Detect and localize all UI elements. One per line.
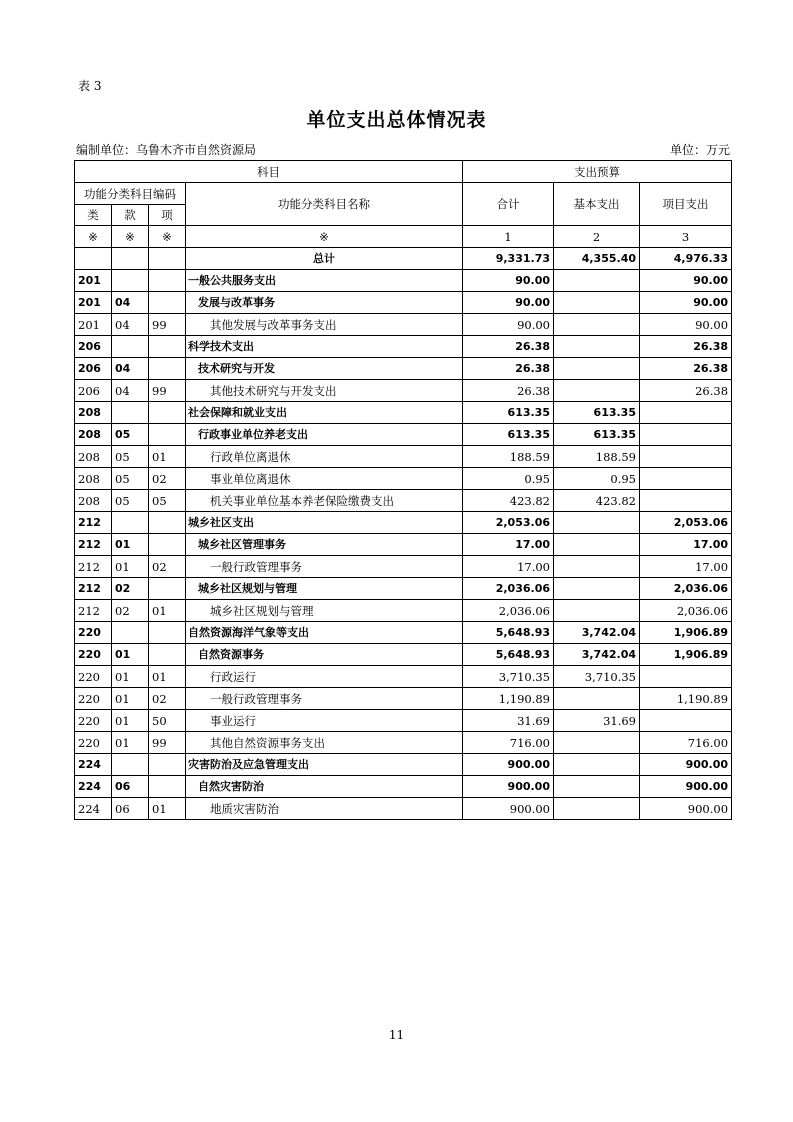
cell-kuan: 04 xyxy=(112,314,149,336)
table-row xyxy=(75,446,732,468)
cell-name: 其他自然资源事务支出 xyxy=(186,732,463,754)
cell-project: 900.00 xyxy=(640,798,732,820)
cell-xiang xyxy=(149,292,186,314)
cell-kuan: 04 xyxy=(112,380,149,402)
cell-lei: 220 xyxy=(75,732,112,754)
cell-basic: 31.69 xyxy=(554,710,640,732)
header-mark: ※ xyxy=(149,226,186,248)
cell-xiang xyxy=(149,534,186,556)
cell-lei: 206 xyxy=(75,380,112,402)
cell-name: 城乡社区规划与管理 xyxy=(186,578,463,600)
cell-kuan: 01 xyxy=(112,666,149,688)
table-row xyxy=(75,380,732,402)
cell-kuan: 05 xyxy=(112,490,149,512)
table-row xyxy=(75,468,732,490)
cell-basic xyxy=(554,754,640,776)
cell-total: 26.38 xyxy=(463,380,554,402)
cell-lei: 206 xyxy=(75,336,112,358)
header-row-4 xyxy=(75,226,732,248)
cell-project: 4,976.33 xyxy=(640,248,732,270)
cell-project: 90.00 xyxy=(640,270,732,292)
cell-basic: 3,742.04 xyxy=(554,644,640,666)
page-title: 单位支出总体情况表 xyxy=(306,109,487,131)
cell-name: 事业单位离退休 xyxy=(186,468,463,490)
cell-xiang: 99 xyxy=(149,732,186,754)
cell-total: 26.38 xyxy=(463,336,554,358)
cell-name: 一般公共服务支出 xyxy=(186,270,463,292)
cell-lei: 201 xyxy=(75,270,112,292)
cell-total: 5,648.93 xyxy=(463,622,554,644)
table-row xyxy=(75,490,732,512)
cell-total: 2,053.06 xyxy=(463,512,554,534)
cell-name: 城乡社区规划与管理 xyxy=(186,600,463,622)
cell-project: 1,906.89 xyxy=(640,644,732,666)
cell-total: 5,648.93 xyxy=(463,644,554,666)
header-mark: ※ xyxy=(186,226,463,248)
cell-lei: 212 xyxy=(75,600,112,622)
table-row xyxy=(75,798,732,820)
cell-kuan xyxy=(112,754,149,776)
cell-project: 90.00 xyxy=(640,314,732,336)
cell-basic xyxy=(554,314,640,336)
cell-lei: 208 xyxy=(75,446,112,468)
cell-total: 90.00 xyxy=(463,270,554,292)
cell-lei: 212 xyxy=(75,556,112,578)
cell-basic xyxy=(554,336,640,358)
cell-name: 行政事业单位养老支出 xyxy=(186,424,463,446)
cell-lei: 208 xyxy=(75,424,112,446)
cell-xiang xyxy=(149,358,186,380)
organization-label: 编制单位：乌鲁木齐市自然资源局 xyxy=(76,143,257,157)
cell-xiang: 01 xyxy=(149,666,186,688)
table-row xyxy=(75,732,732,754)
table-row xyxy=(75,336,732,358)
cell-total: 423.82 xyxy=(463,490,554,512)
cell-name: 科学技术支出 xyxy=(186,336,463,358)
cell-xiang: 02 xyxy=(149,468,186,490)
cell-name: 灾害防治及应急管理支出 xyxy=(186,754,463,776)
cell-total: 613.35 xyxy=(463,424,554,446)
cell-lei: 224 xyxy=(75,754,112,776)
cell-xiang xyxy=(149,644,186,666)
header-row-1 xyxy=(75,161,732,183)
table-row xyxy=(75,644,732,666)
table-row xyxy=(75,270,732,292)
cell-total: 26.38 xyxy=(463,358,554,380)
cell-project: 1,190.89 xyxy=(640,688,732,710)
cell-kuan: 05 xyxy=(112,468,149,490)
cell-total: 900.00 xyxy=(463,754,554,776)
header-lei: 类 xyxy=(75,205,112,226)
cell-basic: 613.35 xyxy=(554,424,640,446)
cell-total: 1,190.89 xyxy=(463,688,554,710)
cell-xiang: 05 xyxy=(149,490,186,512)
cell-xiang: 01 xyxy=(149,446,186,468)
cell-basic: 0.95 xyxy=(554,468,640,490)
header-func-code: 功能分类科目编码 xyxy=(75,183,186,205)
cell-kuan xyxy=(112,248,149,270)
cell-xiang: 02 xyxy=(149,556,186,578)
cell-total: 0.95 xyxy=(463,468,554,490)
cell-kuan: 02 xyxy=(112,578,149,600)
table-row xyxy=(75,358,732,380)
cell-total: 2,036.06 xyxy=(463,600,554,622)
cell-basic: 613.35 xyxy=(554,402,640,424)
cell-name: 自然资源事务 xyxy=(186,644,463,666)
cell-lei: 201 xyxy=(75,292,112,314)
cell-name: 其他技术研究与开发支出 xyxy=(186,380,463,402)
cell-total: 613.35 xyxy=(463,402,554,424)
table-row xyxy=(75,688,732,710)
cell-xiang: 01 xyxy=(149,600,186,622)
cell-total: 188.59 xyxy=(463,446,554,468)
cell-lei: 208 xyxy=(75,490,112,512)
table-number-label: 表 3 xyxy=(78,79,102,93)
cell-basic xyxy=(554,534,640,556)
cell-total: 90.00 xyxy=(463,292,554,314)
cell-kuan xyxy=(112,622,149,644)
cell-basic xyxy=(554,556,640,578)
header-mark: ※ xyxy=(75,226,112,248)
cell-lei: 220 xyxy=(75,666,112,688)
cell-lei: 212 xyxy=(75,512,112,534)
unit-label: 单位：万元 xyxy=(669,143,730,157)
cell-basic xyxy=(554,512,640,534)
cell-xiang xyxy=(149,336,186,358)
cell-kuan: 04 xyxy=(112,292,149,314)
cell-lei: 206 xyxy=(75,358,112,380)
cell-name: 技术研究与开发 xyxy=(186,358,463,380)
cell-basic xyxy=(554,380,640,402)
cell-project xyxy=(640,424,732,446)
cell-kuan: 01 xyxy=(112,556,149,578)
header-total: 合计 xyxy=(463,183,554,226)
header-col-1: 1 xyxy=(463,226,554,248)
cell-lei: 224 xyxy=(75,776,112,798)
expenditure-table xyxy=(74,160,732,820)
cell-xiang xyxy=(149,622,186,644)
table-row xyxy=(75,424,732,446)
cell-name: 城乡社区管理事务 xyxy=(186,534,463,556)
header-col-2: 2 xyxy=(554,226,640,248)
cell-xiang: 01 xyxy=(149,798,186,820)
cell-total: 31.69 xyxy=(463,710,554,732)
cell-lei: 220 xyxy=(75,622,112,644)
cell-basic xyxy=(554,578,640,600)
cell-project xyxy=(640,710,732,732)
cell-basic xyxy=(554,776,640,798)
cell-kuan: 01 xyxy=(112,644,149,666)
table-row xyxy=(75,622,732,644)
cell-project: 1,906.89 xyxy=(640,622,732,644)
table-row xyxy=(75,600,732,622)
table-row xyxy=(75,314,732,336)
cell-total: 3,710.35 xyxy=(463,666,554,688)
cell-lei: 208 xyxy=(75,402,112,424)
cell-project: 900.00 xyxy=(640,776,732,798)
cell-xiang xyxy=(149,776,186,798)
cell-project: 26.38 xyxy=(640,358,732,380)
header-col-3: 3 xyxy=(640,226,732,248)
table-row xyxy=(75,710,732,732)
cell-kuan: 06 xyxy=(112,798,149,820)
header-func-name: 功能分类科目名称 xyxy=(186,183,463,226)
cell-project: 17.00 xyxy=(640,556,732,578)
cell-xiang xyxy=(149,248,186,270)
header-basic: 基本支出 xyxy=(554,183,640,226)
cell-xiang xyxy=(149,424,186,446)
cell-xiang: 99 xyxy=(149,314,186,336)
table-row xyxy=(75,512,732,534)
cell-name: 机关事业单位基本养老保险缴费支出 xyxy=(186,490,463,512)
cell-kuan: 01 xyxy=(112,710,149,732)
cell-kuan xyxy=(112,270,149,292)
cell-total: 900.00 xyxy=(463,798,554,820)
header-project: 项目支出 xyxy=(640,183,732,226)
cell-kuan xyxy=(112,336,149,358)
cell-project xyxy=(640,490,732,512)
cell-total: 716.00 xyxy=(463,732,554,754)
cell-xiang xyxy=(149,402,186,424)
cell-name: 总计 xyxy=(186,248,463,270)
cell-lei: 220 xyxy=(75,644,112,666)
cell-lei: 208 xyxy=(75,468,112,490)
cell-total: 9,331.73 xyxy=(463,248,554,270)
cell-basic xyxy=(554,798,640,820)
cell-xiang: 02 xyxy=(149,688,186,710)
cell-name: 一般行政管理事务 xyxy=(186,688,463,710)
cell-name: 自然灾害防治 xyxy=(186,776,463,798)
cell-xiang xyxy=(149,270,186,292)
table-row xyxy=(75,534,732,556)
cell-lei: 220 xyxy=(75,688,112,710)
cell-kuan xyxy=(112,512,149,534)
cell-kuan: 01 xyxy=(112,534,149,556)
cell-lei: 201 xyxy=(75,314,112,336)
header-budget: 支出预算 xyxy=(463,161,732,183)
cell-total: 2,036.06 xyxy=(463,578,554,600)
cell-xiang xyxy=(149,754,186,776)
cell-name: 行政运行 xyxy=(186,666,463,688)
cell-name: 发展与改革事务 xyxy=(186,292,463,314)
cell-basic xyxy=(554,600,640,622)
cell-basic: 188.59 xyxy=(554,446,640,468)
cell-basic: 3,710.35 xyxy=(554,666,640,688)
table-row xyxy=(75,248,732,270)
cell-kuan: 01 xyxy=(112,732,149,754)
cell-kuan: 05 xyxy=(112,446,149,468)
table-row xyxy=(75,556,732,578)
cell-xiang xyxy=(149,512,186,534)
header-xiang: 项 xyxy=(149,205,186,226)
cell-project: 17.00 xyxy=(640,534,732,556)
cell-project: 900.00 xyxy=(640,754,732,776)
cell-project: 90.00 xyxy=(640,292,732,314)
cell-project: 2,053.06 xyxy=(640,512,732,534)
table-row xyxy=(75,578,732,600)
cell-project xyxy=(640,666,732,688)
header-mark: ※ xyxy=(112,226,149,248)
cell-total: 900.00 xyxy=(463,776,554,798)
table-row xyxy=(75,754,732,776)
cell-total: 17.00 xyxy=(463,534,554,556)
cell-basic xyxy=(554,292,640,314)
cell-project: 26.38 xyxy=(640,380,732,402)
cell-name: 地质灾害防治 xyxy=(186,798,463,820)
cell-basic xyxy=(554,732,640,754)
cell-basic xyxy=(554,270,640,292)
cell-xiang: 50 xyxy=(149,710,186,732)
cell-basic xyxy=(554,358,640,380)
cell-name: 行政单位离退休 xyxy=(186,446,463,468)
cell-lei: 212 xyxy=(75,578,112,600)
table-row xyxy=(75,292,732,314)
cell-project: 26.38 xyxy=(640,336,732,358)
cell-name: 其他发展与改革事务支出 xyxy=(186,314,463,336)
cell-basic: 3,742.04 xyxy=(554,622,640,644)
cell-name: 城乡社区支出 xyxy=(186,512,463,534)
cell-total: 17.00 xyxy=(463,556,554,578)
cell-kuan: 04 xyxy=(112,358,149,380)
header-kuan: 款 xyxy=(112,205,149,226)
cell-basic xyxy=(554,688,640,710)
header-row-2 xyxy=(75,183,732,205)
cell-kuan: 05 xyxy=(112,424,149,446)
cell-name: 事业运行 xyxy=(186,710,463,732)
cell-kuan: 01 xyxy=(112,688,149,710)
cell-kuan xyxy=(112,402,149,424)
cell-project: 2,036.06 xyxy=(640,600,732,622)
header-subject: 科目 xyxy=(75,161,463,183)
cell-basic: 4,355.40 xyxy=(554,248,640,270)
table-row xyxy=(75,666,732,688)
cell-total: 90.00 xyxy=(463,314,554,336)
cell-project xyxy=(640,446,732,468)
cell-lei: 224 xyxy=(75,798,112,820)
cell-project: 2,036.06 xyxy=(640,578,732,600)
table-row xyxy=(75,776,732,798)
cell-project xyxy=(640,402,732,424)
cell-name: 社会保障和就业支出 xyxy=(186,402,463,424)
cell-lei: 220 xyxy=(75,710,112,732)
cell-xiang xyxy=(149,578,186,600)
cell-name: 一般行政管理事务 xyxy=(186,556,463,578)
cell-project xyxy=(640,468,732,490)
cell-kuan: 06 xyxy=(112,776,149,798)
cell-name: 自然资源海洋气象等支出 xyxy=(186,622,463,644)
cell-basic: 423.82 xyxy=(554,490,640,512)
cell-project: 716.00 xyxy=(640,732,732,754)
cell-lei xyxy=(75,248,112,270)
cell-lei: 212 xyxy=(75,534,112,556)
cell-xiang: 99 xyxy=(149,380,186,402)
page-number: 11 xyxy=(388,1028,405,1042)
cell-kuan: 02 xyxy=(112,600,149,622)
table-row xyxy=(75,402,732,424)
